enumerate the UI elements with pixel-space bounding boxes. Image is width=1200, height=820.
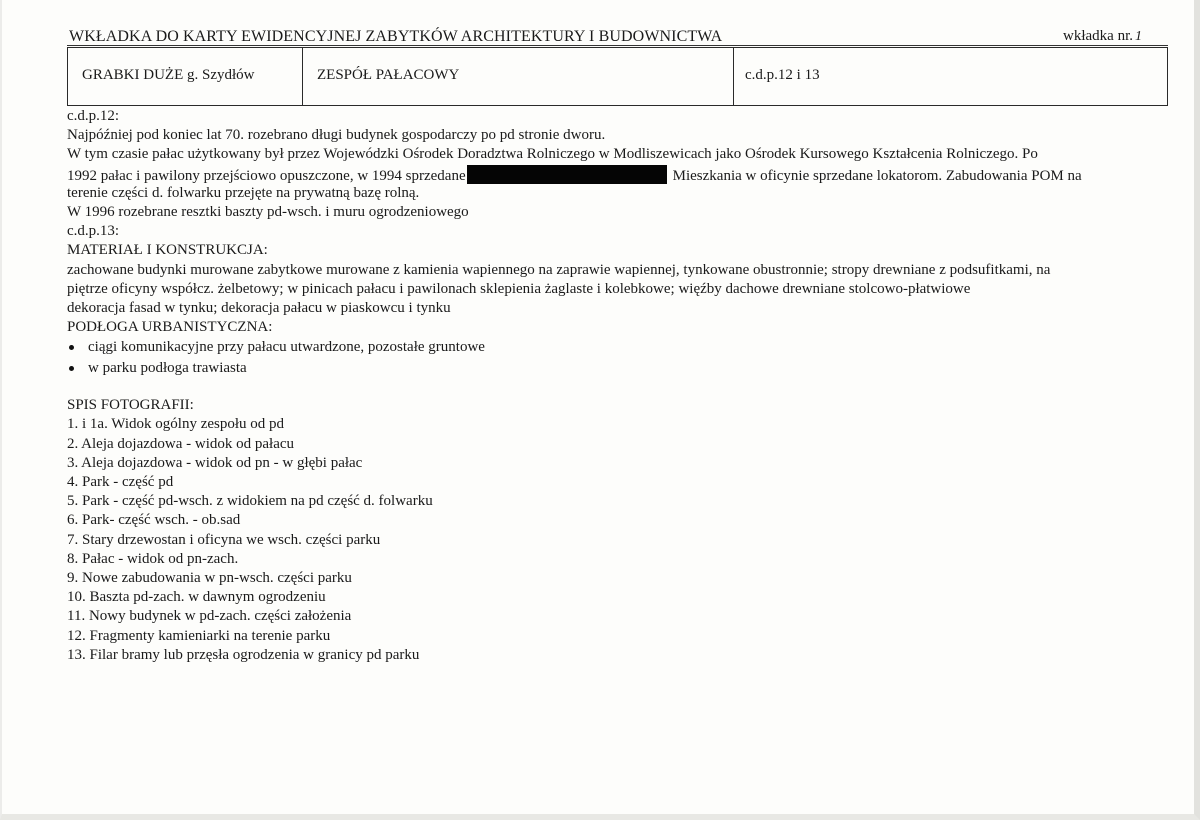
photo-item: 4. Park - część pd [67,474,174,490]
continuation-cell: c.d.p.12 i 13 [745,67,820,83]
history-line: terenie części d. folwarku przejęte na prywatną bazę rolną. [67,184,420,201]
photo-item: 6. Park- część wsch. - ob.sad [67,512,241,529]
list-item [67,358,1177,379]
photo-item: 9. Nowe zabudowania w pn-wsch. części parku [67,569,352,586]
section-12-heading: c.d.p.12: [67,108,120,124]
photo-item: 8. Pałac - widok od pn-zach. [67,550,239,567]
urban-heading: PODŁOGA URBANISTYCZNA: [67,319,273,336]
photo-item: 11. Nowy budynek w pd-zach. części założenia [67,608,352,625]
list-item [67,337,1177,358]
history-line: W 1996 rozebrane resztki baszty pd-wsch. i muru ogrodzeniowego [67,203,469,220]
document-title: WKŁADKA DO KARTY EWIDENCYJNEJ ZABYTKÓW ARCHITEKTURY I BUDOWNICTWA [69,28,723,45]
history-line-redacted [67,165,1177,184]
photos-heading: SPIS FOTOGRAFII: [67,397,194,414]
material-line: piętrze oficyny współcz. żelbetowy; w pinicach pałacu i pawilonach sklepienia żaglaste i kolebkowe; więźby dachowe drewniane stolcowo-płatwiowe [67,280,971,297]
photo-list [67,415,1177,664]
list-item-text: w parku podłoga trawiasta [88,360,247,377]
photo-item: 13. Filar bramy lub przęsła ogrodzenia w granicy pd parku [67,646,420,663]
location-cell: GRABKI DUŻE g. Szydłów [68,48,303,105]
insert-label: wkładka nr. [1063,28,1133,44]
insert-number-label [1063,28,1142,45]
header-rule [67,45,1168,46]
photo-item: 2. Aleja dojazdowa - widok od pałacu [67,435,295,452]
photo-item: 12. Fragmenty kamieniarki na terenie parku [67,627,331,644]
photo-item: 10. Baszta pd-zach. w dawnym ogrodzeniu [67,589,326,606]
section-13-heading: c.d.p.13: [67,223,120,240]
list-item-text: ciągi komunikacyjne przy pałacu utwardzone, pozostałe gruntowe [88,339,485,356]
history-text: Mieszkania w oficynie sprzedane lokatorom. Zabudowania POM na [672,167,1082,184]
redaction-bar [467,165,667,184]
insert-number: 1 [1135,29,1142,44]
document-body [67,107,1177,665]
urban-list [67,337,1177,379]
material-line: dekoracja fasad w tynku; dekoracja pałacu w piaskowcu i tynku [67,299,451,316]
photo-item: 7. Stary drzewostan i oficyna we wsch. części parku [67,531,381,548]
photo-item: 5. Park - część pd-wsch. z widokiem na pd część d. folwarku [67,493,433,510]
bullet-icon [69,366,74,371]
photo-item: 3. Aleja dojazdowa - widok od pn - w głębi pałac [67,454,363,471]
material-heading: MATERIAŁ I KONSTRUKCJA: [67,242,268,259]
object-name-cell: ZESPÓŁ PAŁACOWY [303,48,734,105]
bullet-icon [69,345,74,350]
material-line: zachowane budynki murowane zabytkowe murowane z kamienia wapiennego na zaprawie wapiennej, tynkowane obustronnie; stropy drewniane z podsufitkami, na [67,261,1051,278]
history-line: Najpóźniej pod koniec lat 70. rozebrano długi budynek gospodarczy po pd stronie dworu. [67,127,606,144]
history-text: 1992 pałac i pawilony przejściowo opuszczone, w 1994 sprzedane [67,167,466,184]
history-line: W tym czasie pałac użytkowany był przez Wojewódzki Ośrodek Doradztwa Rolniczego w Modliszewicach jako Ośrodek Kursowego Kształcenia Rolniczego. Po [67,146,1038,163]
photo-item: 1. i 1a. Widok ogólny zespołu od pd [67,416,285,433]
header-table [67,47,1168,106]
